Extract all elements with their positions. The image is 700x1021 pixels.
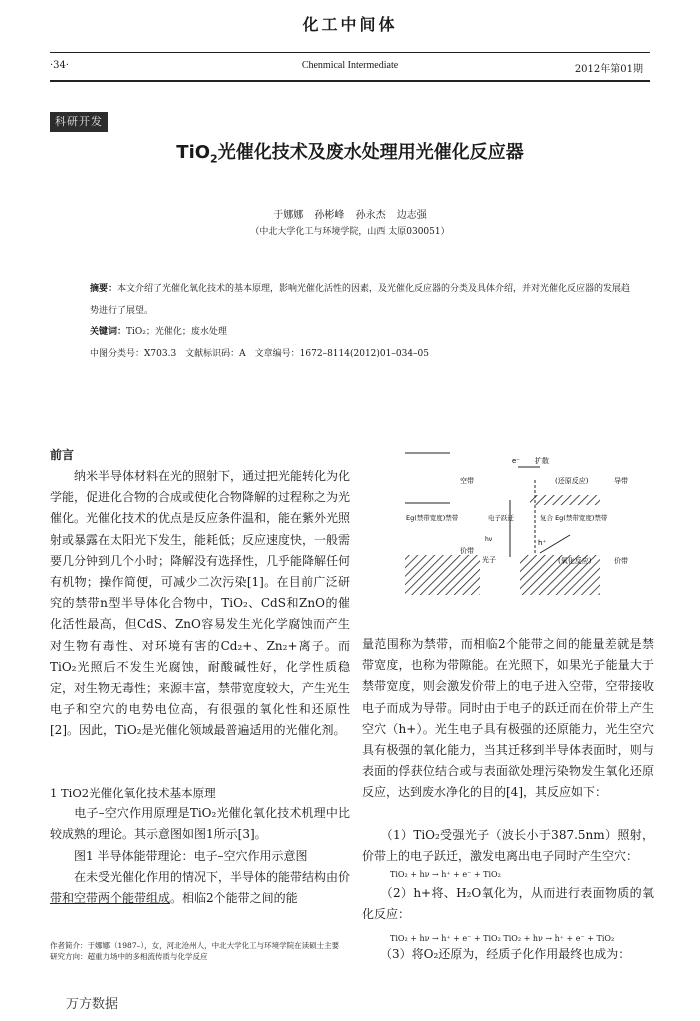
journal-name-en: Chenmical Intermediate (301, 60, 399, 71)
right-paragraph1: 量范围称为禁带，而相临2个能带之间的能量差就是禁带宽度，也称为带隙能。在光照下，如果光子能量大于禁带宽度，则会激发价带上的电子进入空带，空带接收电子而成为导带。同时由于电子的跃迁而在价带上产生空穴（h+）。光生电子具有极强的还原能力，光生空穴具有极强的氧化能力，当其迁移到半导体表面时，则与表面的俘获位结合或与表面欲处理污染物发生氧化还原反应，达到废水净化的目的[4]，其反应如下： (362, 637, 654, 800)
fig-eg-left: Eg(禁带宽度)禁带 (406, 514, 459, 522)
footnote-rule (50, 903, 170, 904)
classification-line: 中图分类号：X703.3 文献标识码：A 文章编号：1672–8114(2012)01–034–05 (90, 349, 429, 359)
fig-diffuse: 扩散 (535, 457, 549, 465)
fig-electron-jump: 电子跃迁 (488, 514, 514, 522)
fig-valence-right: 价带 (614, 557, 628, 565)
equation1: TiO₂ + hν → h⁺ + e⁻ + TiO₂ (390, 870, 501, 879)
valence-band-left (405, 555, 480, 595)
title-part2: 光催化技术及废水处理用光催化反应器 (217, 142, 524, 163)
preface-heading: 前言 (50, 448, 75, 462)
affiliation: （中北大学化工与环境学院，山西 太原030051） (250, 227, 450, 237)
section1-paragraph2: 在未受光催化作用的情况下，半导体的能带结构由价带和空带两个能带组成。相临2个能带之间的能 (50, 870, 351, 906)
issue-label: 2012年第01期 (574, 64, 643, 75)
title-subscript: 2 (210, 152, 218, 166)
abstract (90, 278, 635, 322)
article-title (0, 138, 700, 166)
section1-heading: 1 TiO2光催化氧化技术基本原理 (50, 786, 216, 800)
right-paragraph3: （2）h+将、H₂O氧化为，从而进行表面物质的氧化反应： (362, 886, 654, 922)
abstract-label: 摘要： (90, 284, 118, 294)
conduction-band-right (530, 495, 600, 505)
page-number: ·34· (50, 60, 70, 71)
header-rule-top (50, 52, 650, 53)
right-paragraph2: （1）TiO₂受强光子（波长小于387.5nm）照射，价带上的电子跃迁，激发电离出电子同时产生空穴： (362, 828, 654, 864)
fig-conduction-band: 导带 (614, 477, 628, 485)
title-part1: TiO (176, 142, 211, 163)
journal-name-cn: 化工中间体 (302, 15, 398, 34)
section1-paragraph1: 电子–空穴作用原理是TiO₂光催化氧化技术机理中比较成熟的理论。其示意图如图1所示[3]。 (50, 806, 350, 842)
equation2: TiO₂ + hν → h⁺ + e⁻ + TiO₂ TiO₂ + hν → h⁺ + e⁻ + TiO₂ (390, 934, 615, 943)
authors: 于娜娜 孙彬峰 孙永杰 边志强 (273, 210, 427, 221)
keywords-text: TiO₂；光催化；废水处理 (126, 327, 227, 337)
keywords-label: 关键词： (90, 327, 127, 337)
keywords (90, 324, 227, 337)
fig-recombine: 复合 Eg(禁带宽度)禁带 (540, 514, 608, 522)
fig-h-plus: h⁺ (538, 539, 547, 547)
fig-reduction: (还原反应) (555, 477, 589, 485)
preface-paragraph: 纳米半导体材料在光的照射下，通过把光能转化为化学能，促进化合物的合成或使化合物降解的过程称之为光催化。光催化技术的优点是反应条件温和，能在紫外光照射或暴露在太阳光下发生，能耗低；反应速度快，一般需要几分钟到几个小时；降解没有选择性，几乎能降解任何有机物；操作简便，可减少二次污染[1]。在目前广泛研究的禁带n型半导体化合物中，TiO₂、CdS和ZnO的催化活性最高，但CdS、ZnO容易发生光化学腐蚀而产生对生物有毒性、对环境有害的Cd₂+、Zn₂+离子。而TiO₂光照后不发生光腐蚀，耐酸碱性好，化学性质稳定，对生物无毒性；来源丰富，禁带宽度较大，产生光生电子和空穴的电势电位高，有很强的氧化性和还原性[2]。因此，TiO₂是光催化领域最普遍适用的光催化剂。 (50, 469, 351, 738)
fig-valence-left: 价带 (460, 547, 474, 555)
fig-oxidation: (氧化反应) (558, 557, 592, 565)
section-tag: 科研开发 (50, 112, 108, 132)
abstract-text: 本文介绍了光催化氧化技术的基本原理，影响光催化活性的因素，及光催化反应器的分类及具体介绍，并对光催化反应器的发展趋势进行了展望。 (90, 284, 631, 316)
fig-hv: hν (485, 536, 493, 543)
right-paragraph4: （3）将O₂还原为，经质子化作用最终也成为： (362, 947, 631, 961)
fig-e-label: e⁻ (512, 457, 521, 465)
watermark: 万方数据 (66, 997, 119, 1012)
fig-photon: 光子 (482, 556, 496, 564)
header-rule-bottom (50, 80, 650, 82)
figure-caption: 图1 半导体能带理论：电子–空穴作用示意图 (50, 849, 308, 863)
fig-empty-band: 空带 (460, 477, 474, 485)
author-note: 作者简介：于娜娜（1987–），女，河北沧州人，中北大学化工与环境学院在读硕士主要研究方向：超重力场中的多相流传质与化学反应 (50, 941, 340, 961)
band-diagram (400, 445, 650, 605)
